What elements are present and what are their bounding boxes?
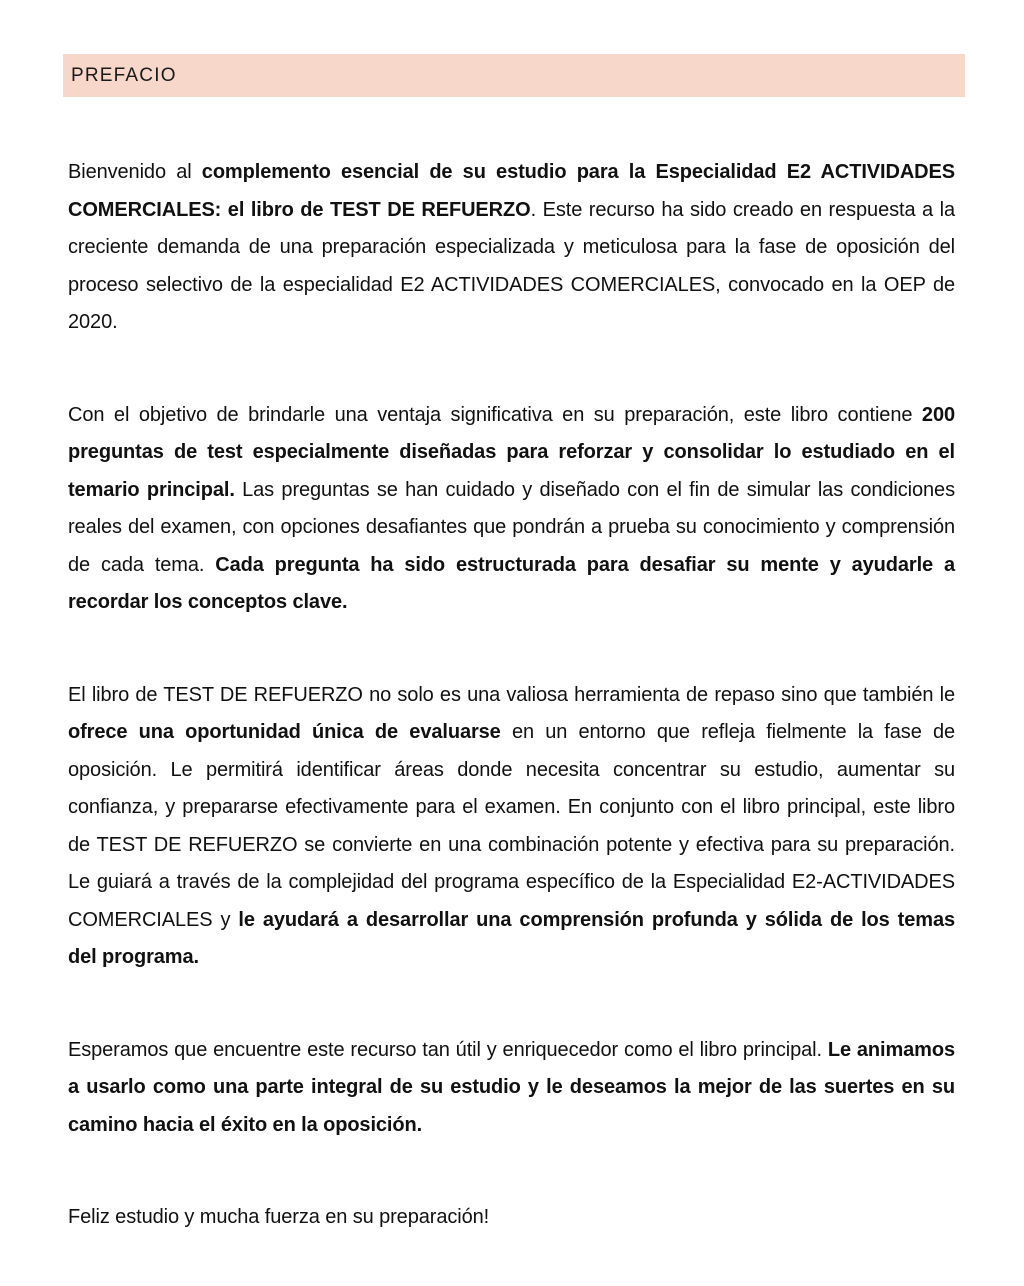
bold-text-segment: le ayudará a desarrollar una comprensión profunda y sólida de los temas del programa. bbox=[68, 908, 955, 968]
bold-text-segment: Le animamos a usarlo como una parte integral de su estudio y le deseamos la mejor de las suertes en su camino hacia el éxito en la oposición. bbox=[68, 1038, 955, 1136]
text-segment: Feliz estudio y mucha fuerza en su preparación! bbox=[68, 1206, 490, 1228]
paragraph bbox=[68, 154, 955, 342]
text-segment: El libro de TEST DE REFUERZO no solo es una valiosa herramienta de repaso sino que también le bbox=[68, 683, 955, 706]
bold-text-segment: complemento esencial de su estudio para la Especialidad E2 ACTIVIDADES COMERCIALES: el libro de TEST DE REFUERZO bbox=[68, 161, 955, 221]
paragraph bbox=[68, 1199, 955, 1237]
bold-text-segment: 200 preguntas de test especialmente diseñadas para reforzar y consolidar lo estudiado en el temario principal. bbox=[68, 403, 955, 501]
section-header bbox=[63, 54, 965, 97]
text-segment: . Este recurso ha sido creado en respuesta a la creciente demanda de una preparación especializada y meticulosa para la fase de oposición del proceso selectivo de la especialidad E2 ACTIVIDADES COMERCIALES, convocado en la OEP de 2020. bbox=[68, 198, 956, 333]
text-segment: Bienvenido al bbox=[68, 161, 202, 183]
paragraph bbox=[68, 397, 955, 622]
preface-body bbox=[68, 154, 955, 1237]
bold-text-segment: ofrece una oportunidad única de evaluarse bbox=[68, 721, 501, 743]
section-header-label: PREFACIO bbox=[71, 64, 177, 86]
paragraph bbox=[68, 1032, 955, 1145]
text-segment: en un entorno que refleja fielmente la fase de oposición. Le permitirá identificar áreas donde necesita concentrar su estudio, aumentar su confianza, y prepararse efectivamente para el examen. En conjunto con el libro principal, este libro de TEST DE REFUERZO se convierte en una combinación potente y efectiva para su preparación. Le guiará a través de la complejidad del programa específico de la Especialidad E2-ACTIVIDADES COMERCIALES y bbox=[68, 721, 955, 931]
text-segment: Con el objetivo de brindarle una ventaja significativa en su preparación, este libro contiene bbox=[68, 403, 922, 426]
paragraph bbox=[68, 677, 955, 977]
text-segment: Esperamos que encuentre este recurso tan útil y enriquecedor como el libro principal. bbox=[68, 1038, 828, 1061]
text-segment: Las preguntas se han cuidado y diseñado con el fin de simular las condiciones reales del examen, con opciones desafiantes que pondrán a prueba su conocimiento y comprensión de cada tema. bbox=[68, 478, 955, 576]
bold-text-segment: Cada pregunta ha sido estructurada para desafiar su mente y ayudarle a recordar los conceptos clave. bbox=[68, 553, 956, 613]
